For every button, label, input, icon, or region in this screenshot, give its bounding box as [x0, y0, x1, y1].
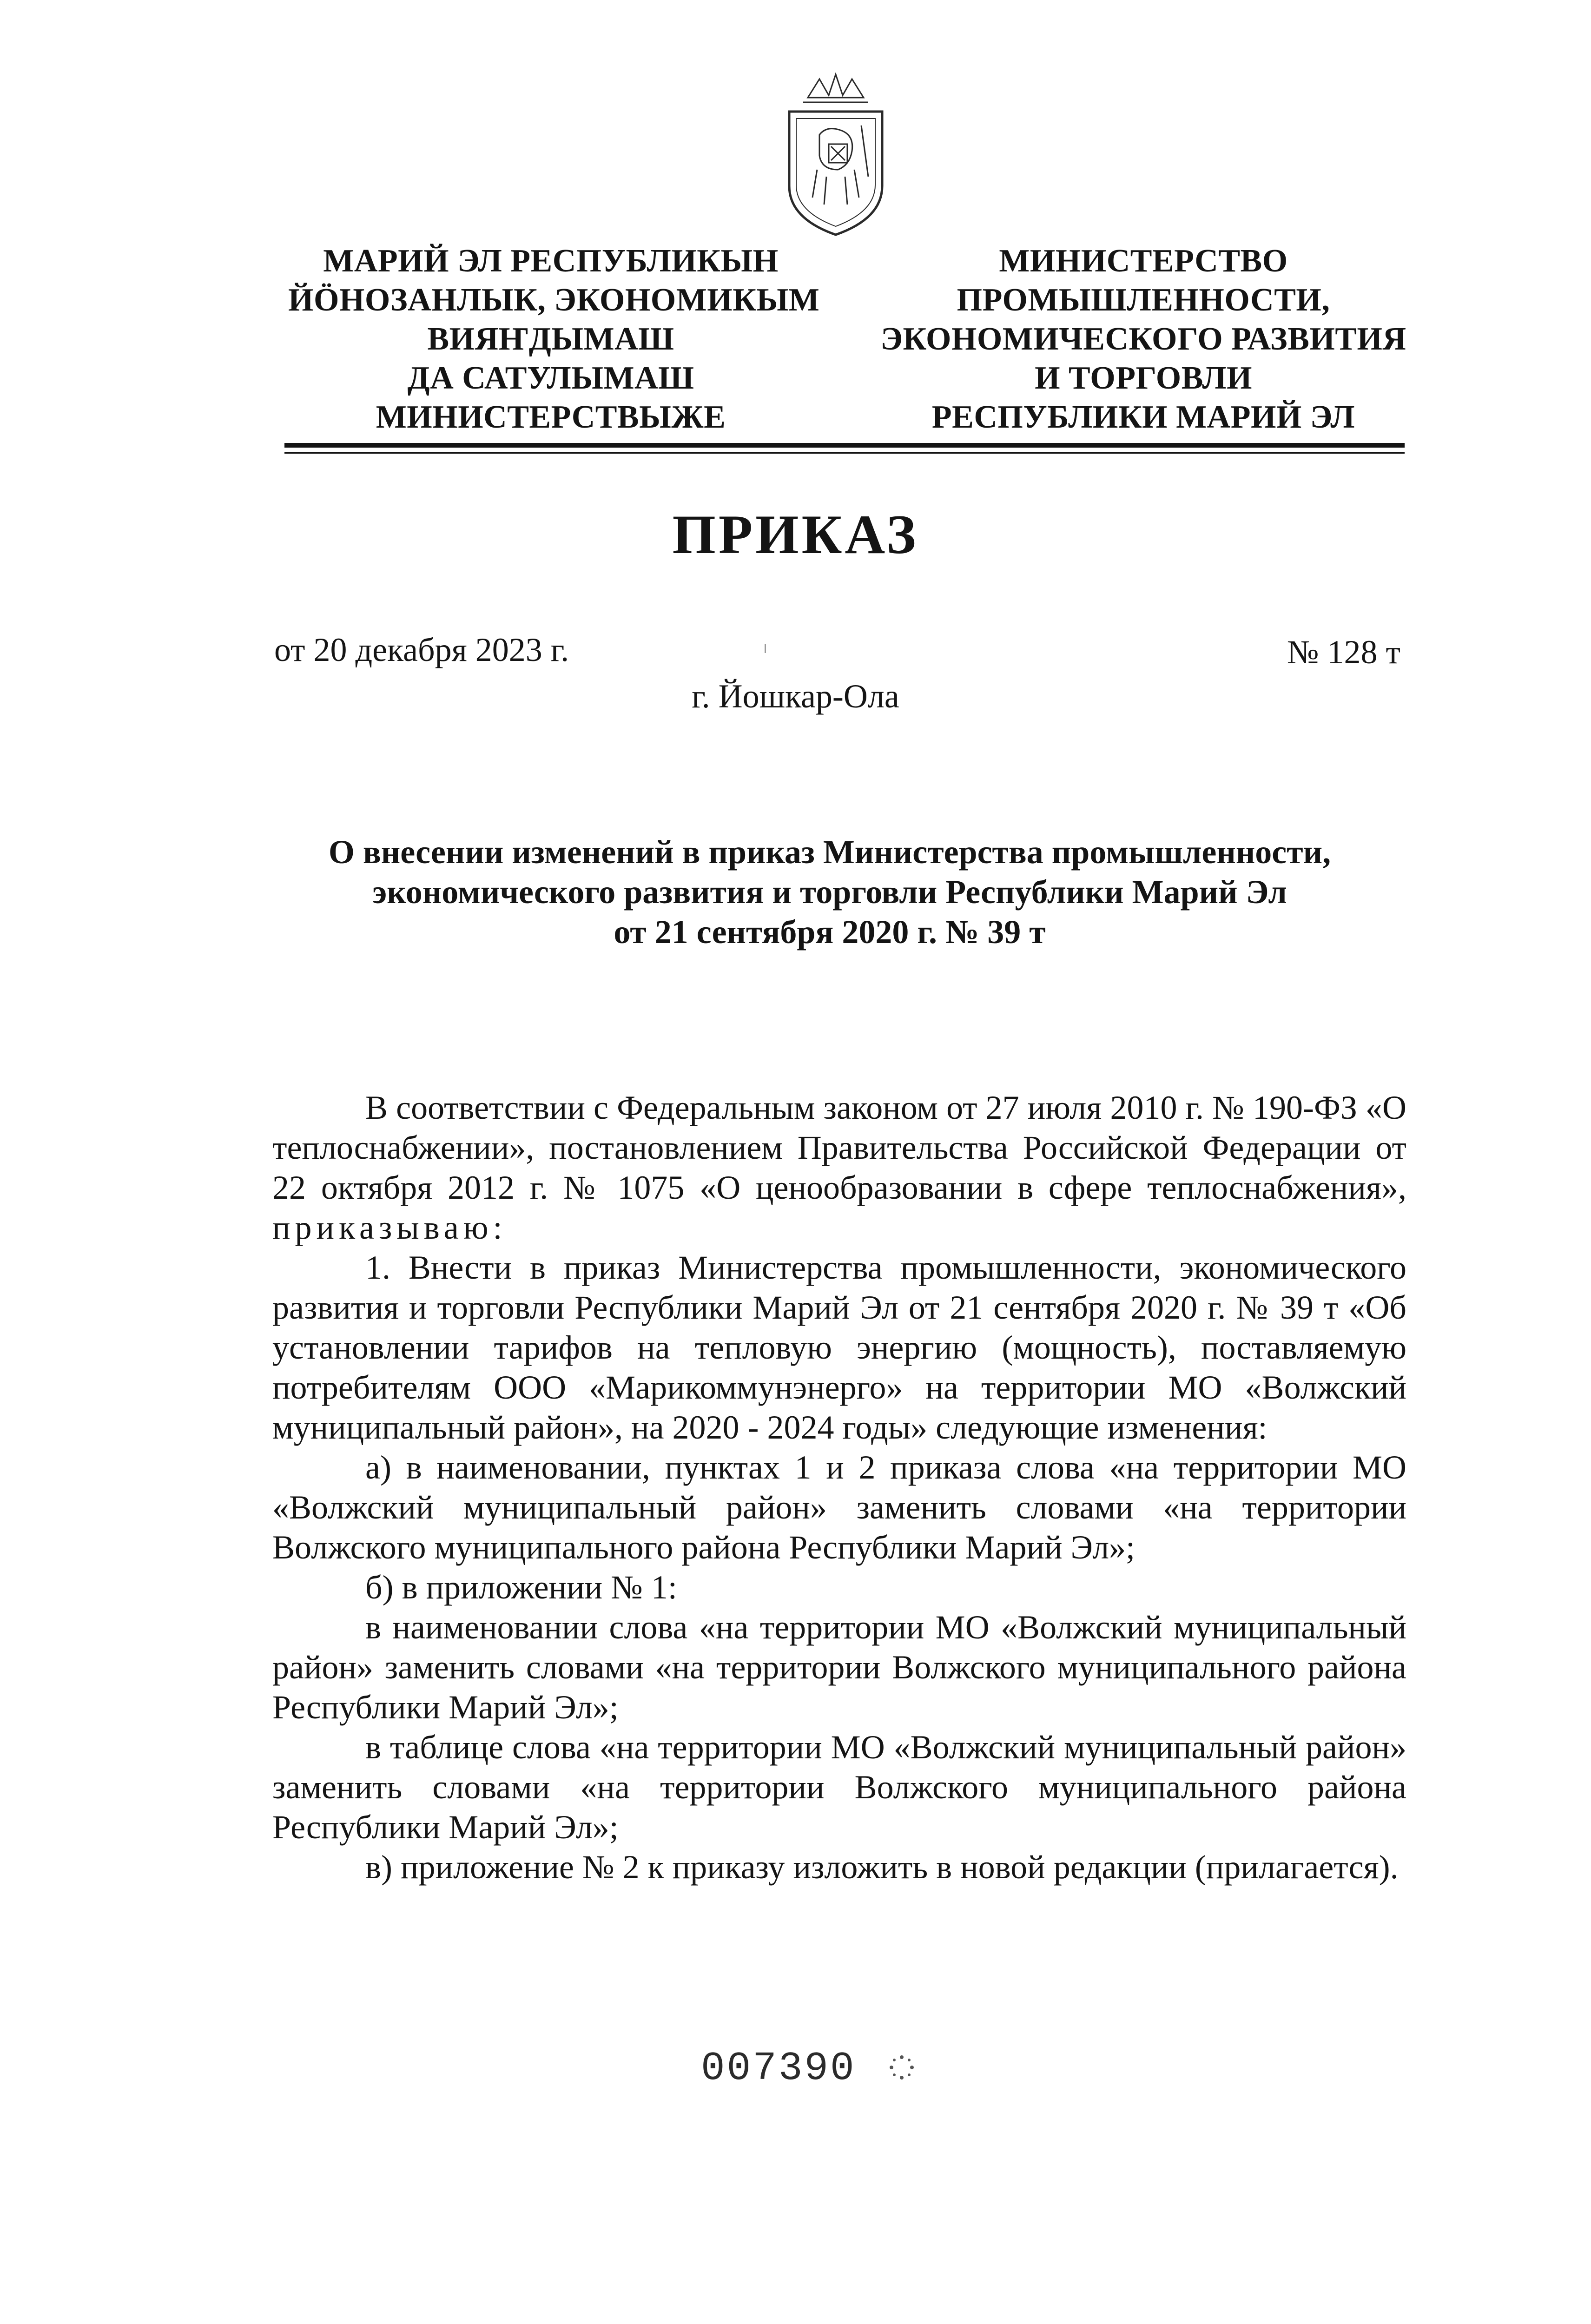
document-date: от 20 декабря 2023 г. — [274, 631, 569, 668]
body-item-1: 1. Внести в приказ Министерства промышленности, экономического развития и торговли Республики Марий Эл от 21 сентября 2020 г. № 39 т «Об установлении тарифов на тепловую энергию (мощность), поставляемую потребителям ООО «Марикоммунэнерго» на территории МО «Волжский муниципальный район», на 2020 - 2024 годы» следующие изменения: — [272, 1249, 1406, 1446]
asterisk-stamp-icon — [888, 2053, 916, 2081]
form-serial-number: 007390 — [701, 2046, 856, 2091]
document-title: ПРИКАЗ — [672, 503, 919, 565]
document-city: г. Йошкар-Ола — [692, 678, 899, 715]
ministry-name-mari-line-5: МИНИСТЕРСТВЫЖЕ — [376, 399, 726, 435]
ministry-name-mari — [288, 242, 820, 437]
center-tick-mark — [765, 644, 766, 653]
ministry-name-russian-line-2: ПРОМЫШЛЕННОСТИ, — [957, 282, 1330, 318]
body-intro-paragraph — [272, 1088, 1406, 1248]
document-body — [272, 1088, 1406, 1887]
ministry-name-russian — [855, 242, 1432, 437]
ministry-name-mari-line-2: ЙÖНОЗАНЛЫК, ЭКОНОМИКЫМ — [288, 282, 820, 318]
ministry-name-mari-line-4: ДА САТУЛЫМАШ — [407, 360, 694, 396]
document-subject-line-2: экономического развития и торговли Республики Марий Эл — [372, 873, 1287, 911]
document-subject-line-3: от 21 сентября 2020 г. № 39 т — [614, 913, 1046, 951]
body-item-a: а) в наименовании, пунктах 1 и 2 приказа слова «на территории МО «Волжский муниципальный район» заменить словами «на территории Волжского муниципального района Республики Марий Эл»; — [272, 1449, 1406, 1566]
header-divider-thick — [284, 443, 1405, 448]
ministry-name-mari-line-3: ВИЯҤДЫМАШ — [427, 321, 674, 357]
ministry-name-russian-line-4: И ТОРГОВЛИ — [1035, 360, 1252, 396]
document-subject-line-1: О внесении изменений в приказ Министерства промышленности, — [328, 833, 1331, 871]
body-item-b1: в наименовании слова «на территории МО «Волжский муниципальный район» заменить словами «на территории Волжского муниципального района Республики Марий Эл»; — [272, 1609, 1406, 1726]
header-divider-thin — [284, 452, 1405, 454]
ministry-name-russian-line-5: РЕСПУБЛИКИ МАРИЙ ЭЛ — [931, 399, 1355, 435]
document-subject — [260, 832, 1399, 952]
ministry-name-russian-line-3: ЭКОНОМИЧЕСКОГО РАЗВИТИЯ — [880, 321, 1406, 357]
order-word: приказываю: — [272, 1209, 507, 1246]
body-item-b: б) в приложении № 1: — [365, 1569, 677, 1606]
document-number: № 128 т — [1287, 634, 1400, 671]
ministry-name-mari-line-1: МАРИЙ ЭЛ РЕСПУБЛИКЫН — [323, 243, 779, 279]
body-item-b2: в таблице слова «на территории МО «Волжский муниципальный район» заменить словами «на территории Волжского муниципального района Республики Марий Эл»; — [272, 1729, 1406, 1846]
ministry-name-russian-line-1: МИНИСТЕРСТВО — [999, 243, 1288, 279]
mari-el-coat-of-arms-icon — [775, 70, 896, 242]
body-intro-text: В соответствии с Федеральным законом от 27 июля 2010 г. № 190-ФЗ «О теплоснабжении», постановлением Правительства Российской Федерации от 22 октября 2012 г. № 1075 «О ценообразовании в сфере теплоснабжения», — [272, 1089, 1406, 1206]
body-item-c: в) приложение № 2 к приказу изложить в новой редакции (прилагается). — [365, 1849, 1399, 1886]
